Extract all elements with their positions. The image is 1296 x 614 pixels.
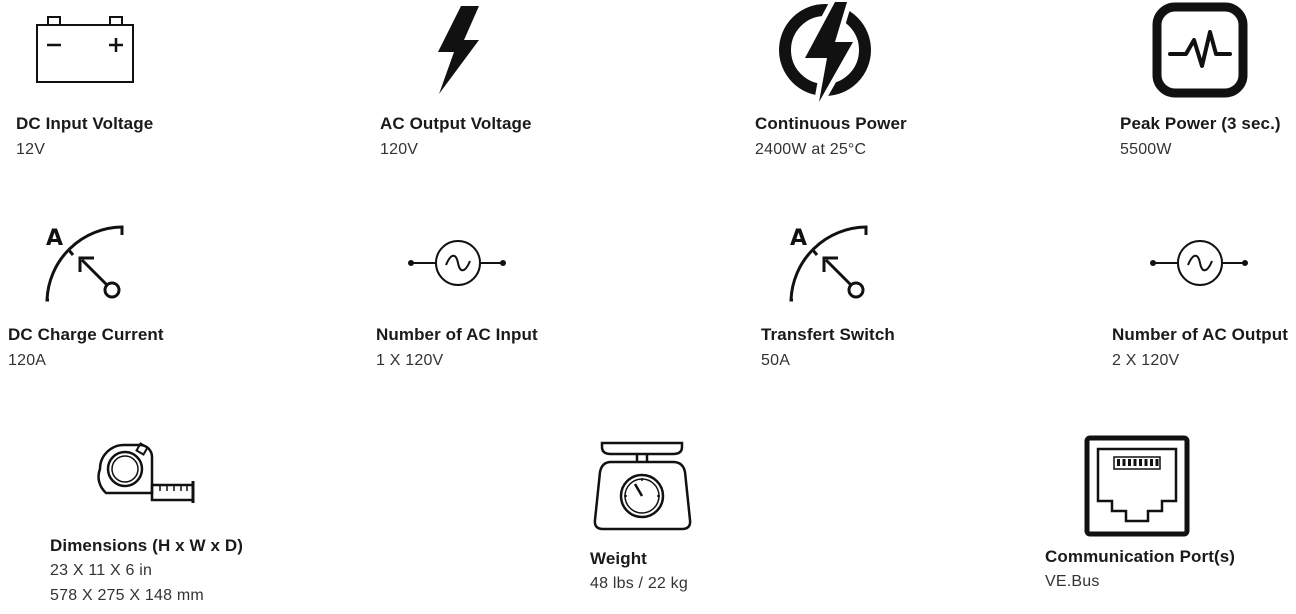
- spec-ac-output-voltage: [360, 0, 620, 170]
- spec-weight: [560, 425, 860, 614]
- ac-sine-icon: [408, 237, 506, 289]
- spec-value: 2 X 120V: [1112, 352, 1180, 369]
- scale-icon: [593, 440, 693, 532]
- spec-label: Number of AC Input: [376, 325, 538, 344]
- battery-icon: [36, 15, 134, 83]
- ammeter-icon: [42, 223, 128, 303]
- spec-value: 5500W: [1120, 141, 1172, 158]
- spec-label: Dimensions (H x W x D): [50, 536, 244, 555]
- spec-label: Communication Port(s): [1045, 547, 1236, 566]
- ammeter-icon: [786, 223, 872, 303]
- spec-dc-charge-current: [0, 215, 260, 385]
- ac-sine-icon: [1150, 237, 1248, 289]
- spec-dc-input-voltage: [0, 0, 260, 170]
- spec-label: DC Input Voltage: [16, 114, 154, 133]
- spec-label: Peak Power (3 sec.): [1120, 114, 1281, 133]
- spec-value: 120A: [8, 352, 47, 369]
- spec-label: Weight: [590, 549, 647, 568]
- spec-label: Transfert Switch: [761, 325, 895, 344]
- spec-continuous-power: [730, 0, 990, 170]
- spec-value: VE.Bus: [1045, 573, 1100, 590]
- spec-peak-power: [1100, 0, 1296, 170]
- spec-label: DC Charge Current: [8, 325, 164, 344]
- spec-number-of-ac-input: [360, 215, 620, 385]
- svg-text:A: A: [790, 226, 808, 251]
- spec-communication-ports: [1020, 425, 1296, 614]
- svg-text:A: A: [46, 226, 64, 251]
- spec-value: 120V: [380, 141, 419, 158]
- tape-measure-icon: [96, 443, 198, 505]
- spec-value: 48 lbs / 22 kg: [590, 575, 688, 592]
- spec-label: AC Output Voltage: [380, 114, 532, 133]
- spec-number-of-ac-output: [1100, 215, 1296, 385]
- ethernet-port-icon: [1084, 435, 1190, 537]
- lightning-bolt-icon: [435, 6, 481, 96]
- spec-dimensions: [0, 425, 300, 614]
- power-circle-icon: [777, 0, 877, 104]
- spec-value: 50A: [761, 352, 791, 369]
- spec-value: 12V: [16, 141, 46, 158]
- pulse-icon: [1152, 2, 1248, 98]
- spec-transfert-switch: [730, 215, 990, 385]
- spec-label: Number of AC Output: [1112, 325, 1288, 344]
- spec-value-secondary: 578 X 275 X 148 mm: [50, 587, 204, 604]
- spec-label: Continuous Power: [755, 114, 907, 133]
- spec-value: 23 X 11 X 6 in: [50, 562, 153, 579]
- spec-value: 1 X 120V: [376, 352, 444, 369]
- spec-value: 2400W at 25°C: [755, 141, 867, 158]
